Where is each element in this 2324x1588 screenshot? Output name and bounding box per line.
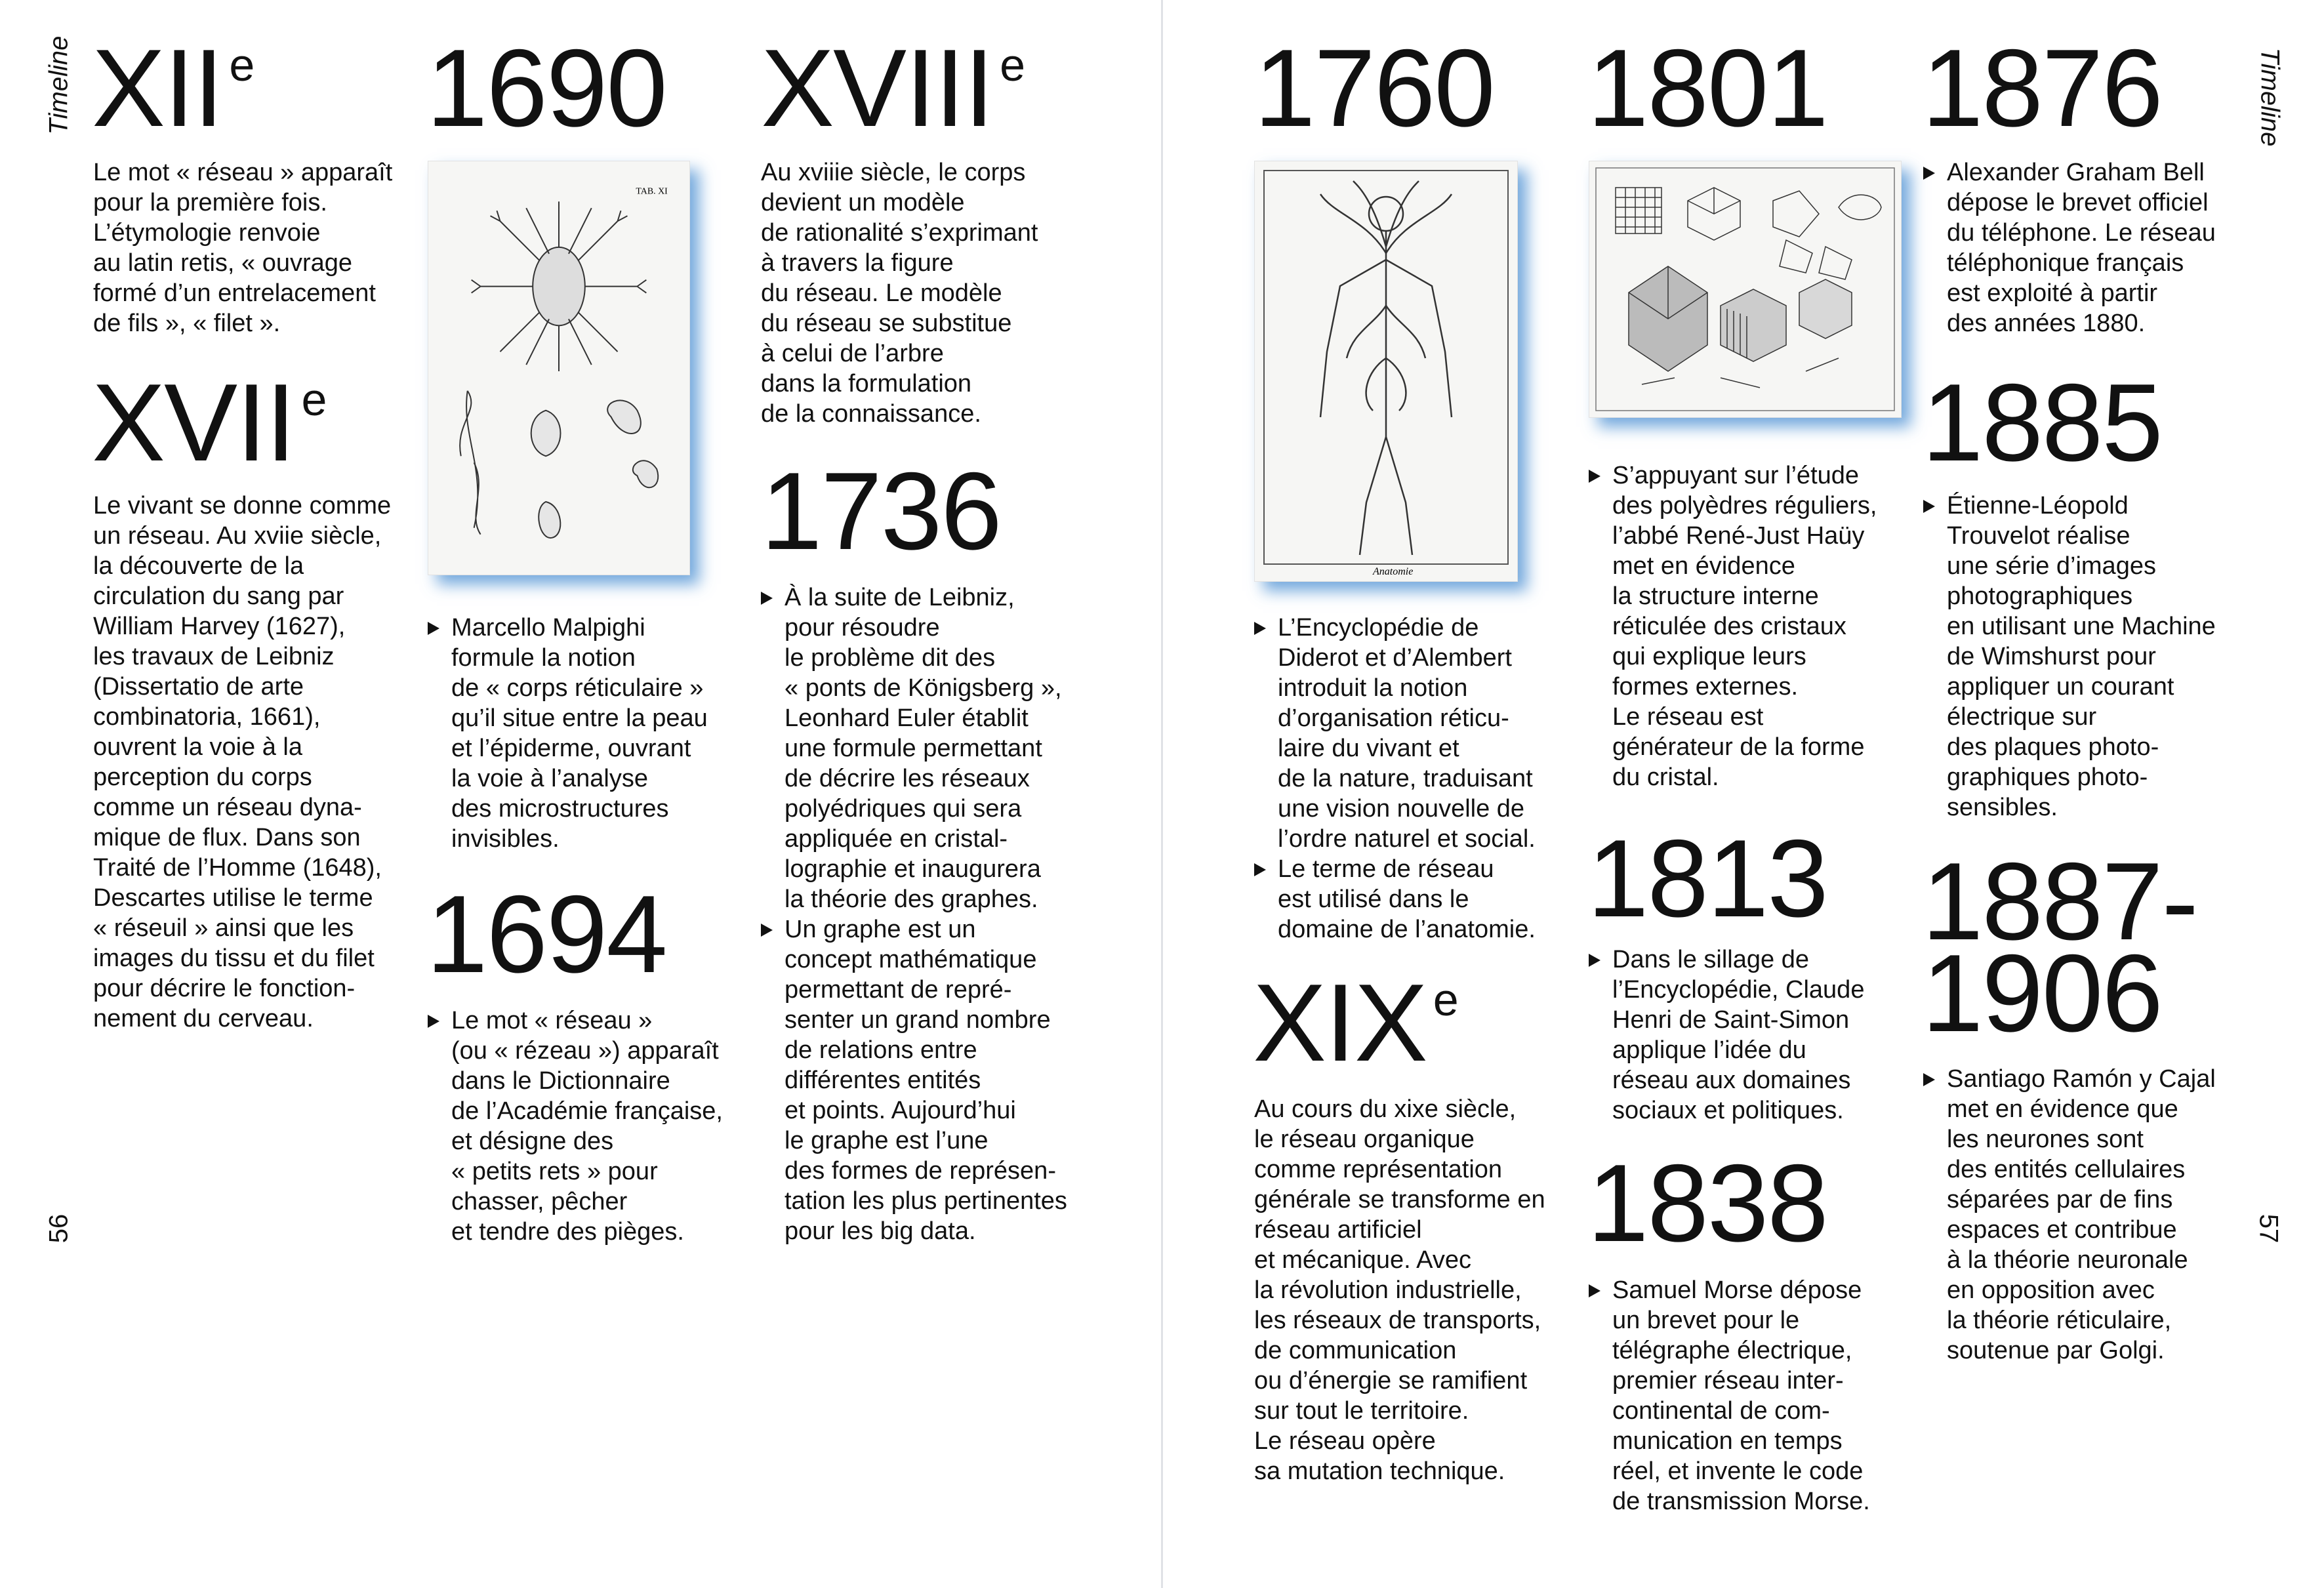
text-line: chasser, pêcher bbox=[451, 1188, 628, 1215]
text-line: lographie et inaugurera bbox=[785, 855, 1041, 883]
heading-superscript: e bbox=[1433, 974, 1458, 1025]
text-line: continental de com- bbox=[1612, 1397, 1830, 1425]
text-1876 bbox=[1923, 157, 2216, 338]
text-1887-1906 bbox=[1923, 1064, 2216, 1366]
text-line: réticulée des cristaux bbox=[1612, 613, 1846, 640]
malpighi-drawing bbox=[428, 161, 689, 575]
text-line: sensibles. bbox=[1947, 794, 2058, 821]
text-line: au latin retis, « ouvrage bbox=[93, 249, 353, 277]
bullet-item bbox=[1923, 157, 2216, 338]
text-line: Le réseau est bbox=[1612, 703, 1764, 731]
text-line: sur tout le territoire. bbox=[1254, 1397, 1469, 1425]
text-line: les travaux de Leibniz bbox=[93, 643, 335, 670]
text-line: de Wimshurst pour bbox=[1947, 643, 2156, 670]
heading-xii bbox=[92, 26, 254, 150]
text-1801 bbox=[1589, 460, 1877, 792]
book-spine bbox=[1161, 0, 1163, 1588]
text-line: Étienne-Léopold bbox=[1947, 492, 2129, 519]
text-line: des microstructures bbox=[451, 795, 669, 823]
text-line: « petits rets » pour bbox=[451, 1158, 658, 1185]
text-line: « ponts de Königsberg », bbox=[785, 674, 1062, 702]
text-line: (ou « rézeau ») apparaît bbox=[451, 1037, 719, 1065]
bullet-item bbox=[1589, 460, 1877, 792]
text-1838 bbox=[1589, 1275, 1870, 1517]
text-line: un brevet pour le bbox=[1612, 1307, 1800, 1334]
text-line: Trouvelot réalise bbox=[1947, 522, 2130, 550]
text-line: Un graphe est un bbox=[785, 916, 976, 943]
running-title-left: Timeline bbox=[44, 35, 73, 135]
running-title-right: Timeline bbox=[2255, 47, 2285, 147]
text-line: laire du vivant et bbox=[1278, 735, 1459, 762]
text-line: les réseaux de transports, bbox=[1254, 1307, 1541, 1334]
heading-1694: 1694 bbox=[426, 872, 666, 996]
heading-superscript: e bbox=[1000, 39, 1025, 91]
heading-superscript: e bbox=[301, 374, 326, 425]
text-line: de transmission Morse. bbox=[1612, 1488, 1870, 1515]
text-line: comme un réseau dyna- bbox=[93, 794, 362, 821]
text-1736 bbox=[761, 582, 1067, 1246]
text-line: est utilisé dans le bbox=[1278, 886, 1469, 913]
text-line: mique de flux. Dans son bbox=[93, 824, 361, 851]
anatomie-drawing bbox=[1255, 161, 1517, 581]
text-line: Santiago Ramón y Cajal bbox=[1947, 1065, 2216, 1093]
text-line: des plaques photo- bbox=[1947, 733, 2159, 761]
text-line: de la connaissance. bbox=[761, 400, 981, 428]
text-line: Dans le sillage de bbox=[1612, 946, 1809, 973]
heading-1760: 1760 bbox=[1254, 26, 1494, 150]
text-line: qu’il situe entre la peau bbox=[451, 704, 708, 732]
text-line: un réseau. Au xviie siècle, bbox=[93, 522, 382, 550]
text-line: Le mot « réseau » bbox=[451, 1007, 653, 1034]
text-line: de relations entre bbox=[785, 1036, 977, 1064]
text-line: en utilisant une Machine bbox=[1947, 613, 2216, 640]
text-line: À la suite de Leibniz, bbox=[785, 584, 1015, 611]
text-xvii bbox=[93, 491, 391, 1034]
text-line: concept mathématique bbox=[785, 946, 1037, 973]
text-line: est exploité à partir bbox=[1947, 279, 2158, 307]
text-line: tation les plus pertinentes bbox=[785, 1187, 1067, 1215]
heading-1906: 1906 bbox=[1922, 931, 2162, 1055]
text-line: formé d’un entrelacement bbox=[93, 279, 376, 307]
text-line: photographiques bbox=[1947, 582, 2133, 610]
bullet-item bbox=[761, 582, 1067, 914]
text-line: la révolution industrielle, bbox=[1254, 1276, 1522, 1304]
text-line: le réseau organique bbox=[1254, 1126, 1475, 1153]
text-line: pour les big data. bbox=[785, 1217, 976, 1245]
text-line: réseau artificiel bbox=[1254, 1216, 1422, 1244]
text-line: différentes entités bbox=[785, 1067, 981, 1094]
text-line: S’appuyant sur l’étude bbox=[1612, 462, 1860, 489]
text-line: munication en temps bbox=[1612, 1427, 1843, 1455]
text-line: dans le Dictionnaire bbox=[451, 1067, 670, 1095]
text-line: du téléphone. Le réseau bbox=[1947, 219, 2216, 247]
heading-1885: 1885 bbox=[1922, 361, 2162, 484]
text-line: de fils », « filet ». bbox=[93, 310, 281, 337]
text-line: la structure interne bbox=[1612, 582, 1819, 610]
text-line: à celui de l’arbre bbox=[761, 340, 944, 367]
text-line: Au xviiie siècle, le corps bbox=[761, 159, 1026, 186]
bullet-item bbox=[1923, 1064, 2216, 1366]
heading-xix bbox=[1253, 961, 1458, 1084]
heading-text: XVII bbox=[92, 361, 295, 484]
text-line: pour décrire le fonction- bbox=[93, 975, 356, 1002]
text-line: polyédriques qui sera bbox=[785, 795, 1022, 823]
text-line: Diderot et d’Alembert bbox=[1278, 644, 1512, 672]
malpighi-illustration bbox=[428, 161, 690, 575]
text-xix bbox=[1254, 1094, 1545, 1486]
text-line: réseau aux domaines bbox=[1612, 1067, 1851, 1094]
text-line: nement du cerveau. bbox=[93, 1005, 314, 1032]
anatomie-caption: Anatomie bbox=[1373, 566, 1414, 577]
bullet-item bbox=[1589, 1275, 1870, 1517]
text-line: Le réseau opère bbox=[1254, 1427, 1436, 1455]
text-line: Henri de Saint-Simon bbox=[1612, 1006, 1850, 1034]
text-line: les neurones sont bbox=[1947, 1126, 2144, 1153]
text-line: met en évidence que bbox=[1947, 1095, 2178, 1123]
text-line: invisibles. bbox=[451, 825, 560, 853]
text-line: Alexander Graham Bell bbox=[1947, 159, 2205, 186]
bullet-item bbox=[761, 914, 1067, 1246]
text-line: et mécanique. Avec bbox=[1254, 1246, 1471, 1274]
text-line: séparées par de fins bbox=[1947, 1186, 2173, 1213]
heading-1801: 1801 bbox=[1587, 26, 1827, 150]
text-line: perception du corps bbox=[93, 763, 312, 791]
bullet-item bbox=[1254, 613, 1536, 854]
text-line: et désigne des bbox=[451, 1128, 614, 1155]
text-line: formes externes. bbox=[1612, 673, 1798, 701]
text-line: pour la première fois. bbox=[93, 189, 327, 216]
text-line: ou d’énergie se ramifient bbox=[1254, 1367, 1528, 1395]
text-line: du réseau. Le modèle bbox=[761, 279, 1002, 307]
text-line: et points. Aujourd’hui bbox=[785, 1097, 1016, 1124]
text-line: des années 1880. bbox=[1947, 310, 2146, 337]
text-line: sa mutation technique. bbox=[1254, 1457, 1505, 1485]
text-line: dépose le brevet officiel bbox=[1947, 189, 2209, 216]
text-line: « réseuil » ainsi que les bbox=[93, 914, 354, 942]
text-line: l’ordre naturel et social. bbox=[1278, 825, 1536, 853]
text-line: téléphonique français bbox=[1947, 249, 2184, 277]
text-line: des entités cellulaires bbox=[1947, 1156, 2186, 1183]
text-line: la découverte de la bbox=[93, 552, 304, 580]
text-line: qui explique leurs bbox=[1612, 643, 1806, 670]
text-line: une série d’images bbox=[1947, 552, 2156, 580]
heading-text: XVIII bbox=[761, 26, 994, 150]
text-line: générateur de la forme bbox=[1612, 733, 1865, 761]
text-line: de rationalité s’exprimant bbox=[761, 219, 1038, 247]
text-line: L’étymologie renvoie bbox=[93, 219, 321, 247]
crystal-polyhedra-drawing bbox=[1589, 161, 1901, 417]
text-line: ouvrent la voie à la bbox=[93, 733, 302, 761]
heading-1736: 1736 bbox=[761, 449, 1001, 573]
text-line: en opposition avec bbox=[1947, 1276, 2155, 1304]
text-1690 bbox=[428, 613, 708, 854]
text-line: et tendre des pièges. bbox=[451, 1218, 684, 1246]
heading-text: XII bbox=[92, 26, 223, 150]
text-line: combinatoria, 1661), bbox=[93, 703, 321, 731]
page-number-right: 57 bbox=[2254, 1213, 2283, 1244]
bullet-item bbox=[1254, 854, 1536, 945]
text-line: Le mot « réseau » apparaît bbox=[93, 159, 393, 186]
text-line: du réseau se substitue bbox=[761, 310, 1012, 337]
text-line: l’Encyclopédie, Claude bbox=[1612, 976, 1865, 1004]
text-line: générale se transforme en bbox=[1254, 1186, 1545, 1213]
heading-1813: 1813 bbox=[1587, 817, 1827, 940]
text-line: espaces et contribue bbox=[1947, 1216, 2177, 1244]
text-line: le graphe est l’une bbox=[785, 1127, 989, 1154]
text-line: des polyèdres réguliers, bbox=[1612, 492, 1877, 519]
text-line: met en évidence bbox=[1612, 552, 1795, 580]
text-line: devient un modèle bbox=[761, 189, 965, 216]
text-line: et l’épiderme, ouvrant bbox=[451, 735, 691, 762]
text-1694 bbox=[428, 1006, 723, 1247]
text-line: appliquer un courant bbox=[1947, 673, 2174, 701]
heading-xvii bbox=[92, 361, 326, 484]
text-line: de la nature, traduisant bbox=[1278, 765, 1533, 792]
text-line: William Harvey (1627), bbox=[93, 613, 346, 640]
text-line: Le vivant se donne comme bbox=[93, 492, 392, 519]
text-line: à la théorie neuronale bbox=[1947, 1246, 2188, 1274]
text-line: des formes de représen- bbox=[785, 1157, 1056, 1185]
text-line: de communication bbox=[1254, 1337, 1457, 1364]
anatomie-illustration bbox=[1254, 161, 1518, 582]
text-line: Le terme de réseau bbox=[1278, 855, 1494, 883]
text-line: soutenue par Golgi. bbox=[1947, 1337, 2165, 1364]
bullet-item bbox=[1589, 945, 1864, 1126]
text-line: de « corps réticulaire » bbox=[451, 674, 704, 702]
heading-1887: 1887- bbox=[1922, 840, 2197, 963]
heading-1876: 1876 bbox=[1922, 26, 2162, 150]
heading-1690: 1690 bbox=[426, 26, 666, 150]
heading-xviii bbox=[761, 26, 1025, 150]
text-line: introduit la notion bbox=[1278, 674, 1468, 702]
heading-superscript: e bbox=[229, 39, 254, 91]
text-line: la voie à l’analyse bbox=[451, 765, 648, 792]
text-line: appliquée en cristal- bbox=[785, 825, 1008, 853]
text-line: la théorie réticulaire, bbox=[1947, 1307, 2172, 1334]
text-line: télégraphe électrique, bbox=[1612, 1337, 1852, 1364]
text-line: pour résoudre bbox=[785, 614, 940, 641]
text-line: à travers la figure bbox=[761, 249, 954, 277]
crystal-polyhedra-illustration bbox=[1589, 161, 1902, 418]
bullet-item bbox=[428, 613, 708, 854]
text-line: comme représentation bbox=[1254, 1156, 1503, 1183]
text-line: circulation du sang par bbox=[93, 582, 344, 610]
heading-1838: 1838 bbox=[1587, 1141, 1827, 1265]
text-line: permettant de repré- bbox=[785, 976, 1012, 1004]
text-line: du cristal. bbox=[1612, 763, 1719, 791]
text-line: premier réseau inter- bbox=[1612, 1367, 1844, 1395]
text-1885 bbox=[1923, 491, 2216, 823]
text-line: réel, et invente le code bbox=[1612, 1457, 1864, 1485]
text-line: (Dissertatio de arte bbox=[93, 673, 304, 701]
bullet-item bbox=[428, 1006, 723, 1247]
text-line: sociaux et politiques. bbox=[1612, 1097, 1844, 1124]
text-line: domaine de l’anatomie. bbox=[1278, 916, 1536, 943]
text-line: formule la notion bbox=[451, 644, 636, 672]
text-line: dans la formulation bbox=[761, 370, 972, 397]
text-line: images du tissu et du filet bbox=[93, 945, 375, 972]
text-1760 bbox=[1254, 613, 1536, 945]
text-line: Leonhard Euler établit bbox=[785, 704, 1029, 732]
text-line: de l’Académie française, bbox=[451, 1097, 723, 1125]
text-line: d’organisation réticu- bbox=[1278, 704, 1509, 732]
text-line: Au cours du xixe siècle, bbox=[1254, 1095, 1517, 1123]
text-line: le problème dit des bbox=[785, 644, 996, 672]
text-line: Marcello Malpighi bbox=[451, 614, 645, 641]
text-xviii bbox=[761, 157, 1038, 429]
text-line: Traité de l’Homme (1648), bbox=[93, 854, 382, 882]
text-line: de décrire les réseaux bbox=[785, 765, 1030, 792]
text-line: une vision nouvelle de bbox=[1278, 795, 1525, 823]
page-number-left: 56 bbox=[44, 1213, 73, 1244]
text-line: Samuel Morse dépose bbox=[1612, 1276, 1862, 1304]
text-line: l’abbé René-Just Haüy bbox=[1612, 522, 1865, 550]
text-line: senter un grand nombre bbox=[785, 1006, 1051, 1034]
text-line: L’Encyclopédie de bbox=[1278, 614, 1479, 641]
text-line: graphiques photo- bbox=[1947, 763, 2148, 791]
text-line: une formule permettant bbox=[785, 735, 1042, 762]
bullet-item bbox=[1923, 491, 2216, 823]
text-line: Descartes utilise le terme bbox=[93, 884, 373, 912]
text-line: la théorie des graphes. bbox=[785, 886, 1038, 913]
text-line: applique l’idée du bbox=[1612, 1036, 1806, 1064]
text-1813 bbox=[1589, 945, 1864, 1126]
plate-label: TAB. XI bbox=[636, 186, 668, 197]
heading-text: XIX bbox=[1253, 961, 1427, 1084]
text-xii bbox=[93, 157, 392, 338]
text-line: électrique sur bbox=[1947, 703, 2097, 731]
